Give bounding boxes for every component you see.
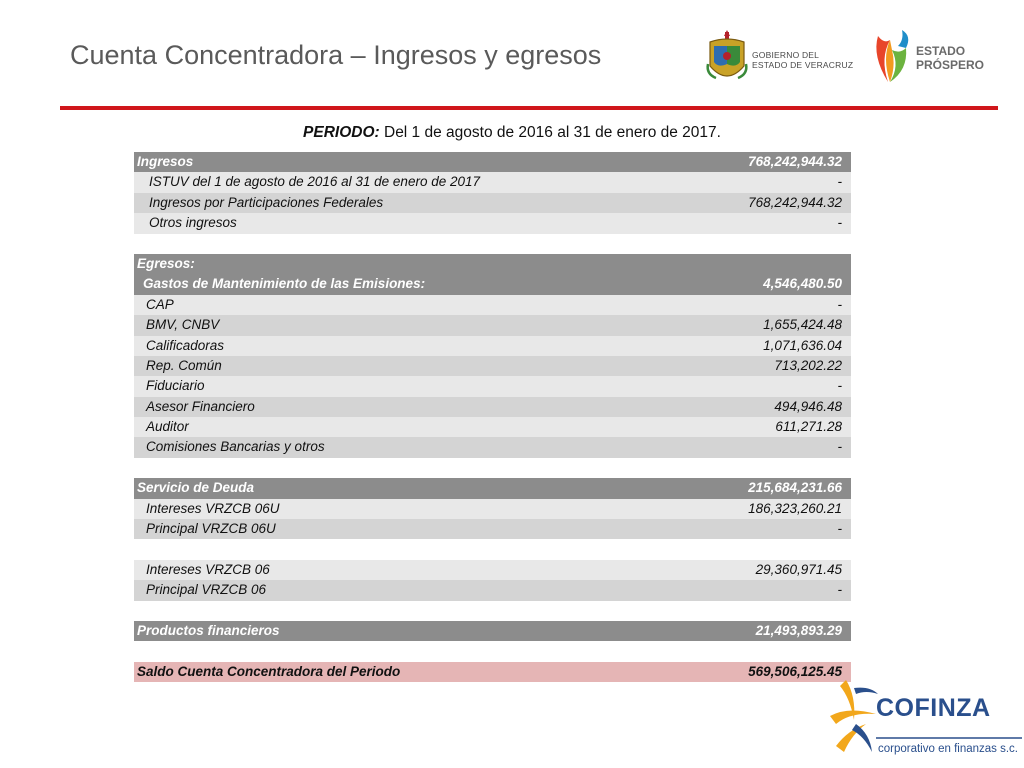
row-amount: - — [837, 521, 842, 537]
cofinza-name: COFINZA — [876, 694, 991, 722]
spacer-row — [134, 601, 851, 621]
period-label: PERIODO: — [303, 124, 380, 141]
row-label: Calificadoras — [146, 337, 225, 353]
table-row — [134, 172, 851, 192]
row-label: Intereses VRZCB 06U — [146, 500, 280, 516]
row-label: Fiduciario — [146, 378, 205, 394]
table-row — [134, 336, 851, 356]
row-amount: 186,323,260.21 — [748, 500, 842, 516]
row-amount: 1,655,424.48 — [763, 317, 842, 333]
table-row — [134, 437, 851, 457]
row-amount: - — [837, 582, 842, 598]
spacer-row — [134, 641, 851, 661]
coat-of-arms-icon — [704, 28, 750, 88]
table-row — [134, 397, 851, 417]
title-divider — [60, 106, 998, 110]
row-amount: 713,202.22 — [774, 357, 842, 373]
table-row — [134, 356, 851, 376]
row-amount: 569,506,125.45 — [748, 663, 842, 679]
table-row — [134, 580, 851, 600]
spacer-row — [134, 234, 851, 254]
table-row-productos — [134, 621, 851, 641]
row-label: Auditor — [146, 419, 189, 435]
row-label: Ingresos por Participaciones Federales — [149, 194, 384, 210]
table-row — [134, 315, 851, 335]
row-label: Productos financieros — [137, 622, 280, 638]
table-row — [134, 193, 851, 213]
spacer-row — [134, 539, 851, 559]
row-amount: 768,242,944.32 — [748, 194, 842, 210]
row-label: ISTUV del 1 de agosto de 2016 al 31 de enero de 2017 — [149, 174, 481, 190]
veracruz-line1: GOBIERNO DEL — [752, 50, 820, 60]
table-row — [134, 417, 851, 437]
row-amount: - — [837, 296, 842, 312]
flame-leaf-icon — [870, 26, 914, 88]
row-label: Egresos: — [137, 255, 195, 271]
row-amount: 4,546,480.50 — [763, 276, 842, 292]
prospero-line1: ESTADO — [916, 44, 966, 58]
cofinza-logo — [826, 676, 1024, 768]
row-amount: 768,242,944.32 — [748, 154, 842, 169]
row-label: Comisiones Bancarias y otros — [146, 439, 325, 455]
row-label: Principal VRZCB 06U — [146, 521, 276, 537]
table-row — [134, 519, 851, 539]
row-amount: - — [837, 439, 842, 455]
table-row-saldo-total — [134, 662, 851, 682]
row-amount: 494,946.48 — [774, 398, 842, 414]
table-row — [134, 295, 851, 315]
row-label: Rep. Común — [146, 357, 222, 373]
table-row-egresos — [134, 254, 851, 274]
row-label: Otros ingresos — [149, 215, 237, 231]
row-amount: - — [837, 378, 842, 394]
row-label: Intereses VRZCB 06 — [146, 561, 270, 577]
row-label: BMV, CNBV — [146, 317, 220, 333]
row-label: Servicio de Deuda — [137, 480, 255, 496]
row-label: Principal VRZCB 06 — [146, 582, 267, 598]
row-amount: 21,493,893.29 — [755, 622, 842, 638]
veracruz-line2: ESTADO DE VERACRUZ — [752, 60, 854, 70]
spacer-row — [134, 458, 851, 478]
table-row-ingresos — [134, 152, 851, 172]
veracruz-logo — [704, 28, 864, 88]
veracruz-logo-text — [752, 50, 853, 70]
prospero-logo-text — [916, 44, 984, 72]
cofinza-tagline: corporativo en finanzas s.c. — [878, 743, 1018, 755]
row-label: Saldo Cuenta Concentradora del Periodo — [137, 663, 401, 679]
table-row-servicio-deuda — [134, 478, 851, 498]
period-text: Del 1 de agosto de 2016 al 31 de enero de 2017. — [379, 124, 721, 141]
row-amount: 611,271.28 — [775, 419, 842, 435]
cash-flow-table — [134, 152, 851, 682]
prospero-line2: PRÓSPERO — [916, 58, 985, 72]
table-row — [134, 560, 851, 580]
table-row — [134, 499, 851, 519]
row-amount: 1,071,636.04 — [763, 337, 842, 353]
table-row-gastos — [134, 274, 851, 294]
table-row — [134, 213, 851, 233]
table-row — [134, 376, 851, 396]
prospero-logo — [870, 26, 1000, 92]
row-label: Asesor Financiero — [146, 398, 255, 414]
row-amount: 215,684,231.66 — [748, 480, 842, 496]
row-amount: 29,360,971.45 — [755, 561, 842, 577]
row-label: Ingresos — [137, 154, 194, 169]
row-amount: - — [837, 174, 842, 190]
row-amount: - — [837, 215, 842, 231]
slide-title: Cuenta Concentradora – Ingresos y egresos — [70, 40, 602, 70]
period-line — [0, 124, 1024, 142]
row-label: CAP — [146, 296, 174, 312]
row-label: Gastos de Mantenimiento de las Emisiones: — [143, 276, 426, 292]
